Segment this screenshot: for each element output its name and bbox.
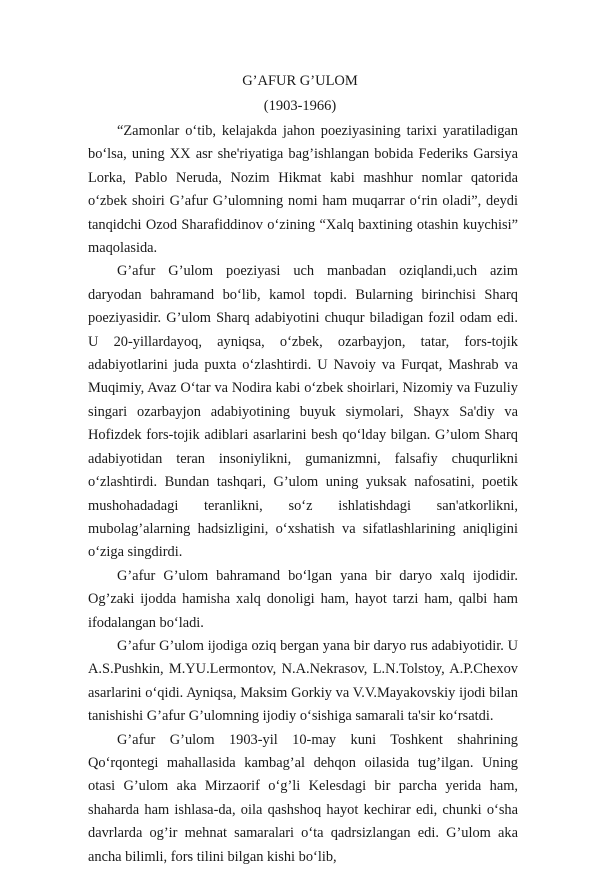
paragraph: G’afur G’ulom 1903-yil 10-may kuni Toshkent shahrining Qo‘rqontegi mahallasida kambag’al dehqon oilasida tug’ilgan. Uning otasi G’ulom aka Mirzaorif o‘g’li Kelesdagi bir parcha yerida ham, shaharda ham ishlasa-da, oila qashshoq hayot kechirar edi, chunki o‘sha davrlarda og’ir mehnat samaralari o‘ta qadrsizlangan edi. G’ulom aka ancha bilimli, fors tilini bilgan kishi bo‘lib, [88,731,518,865]
paragraph: “Zamonlar o‘tib, kelajakda jahon poeziyasining tarixi yaratiladigan bo‘lsa, uning XX asr she'riyatiga bag’ishlangan bobida Federiks Garsiya Lorka, Pablo Neruda, Nozim Hikmat kabi mashhur nomlar qatorida o‘zbek shoiri G’afur G’ulomning nomi ham muqarrar o‘rin oladi”, deydi tanqidchi Ozod Sharafiddinov o‘zining “Xalq baxtining otashin kuychisi” maqolasida. [88,123,518,257]
paragraph: G’afur G’ulom ijodiga oziq bergan yana bir daryo rus adabiyotidir. U A.S.Pushkin, M.YU.Lermontov, N.A.Nekrasov, L.N.Tolstoy, A.P.Chexov asarlarini o‘qidi. Ayniqsa, Maksim Gorkiy va V.V.Mayakovskiy ijodi bilan tanishishi G’afur G’ulomning ijodiy o‘sishiga samarali ta'sir ko‘rsatdi. [88,637,518,725]
paragraph: G’afur G’ulom poeziyasi uch manbadan oziqlandi,uch azim daryodan bahramand bo‘lib, kamol topdi. Bularning birinchisi Sharq poeziyasidir. G’ulom Sharq adabiyotini chuqur biladigan fozil odam edi. U 20-yillardayoq, ayniqsa, o‘zbek, ozarbayjon, tatar, fors-tojik adabiyotlarini juda puxta o‘zlashtirdi. U Navoiy va Furqat, Mashrab va Muqimiy, Avaz O‘tar va Nodira kabi o‘zbek shoirlari, Nizomiy va Fuzuliy singari ozarbayjon adabiyotining buyuk siymolari, Shayx Sa'diy va Hofizdek fors-tojik adiblari asarlarini besh qo‘lday bilgan. G’ulom Sharq adabiyotidan teran insoniylikni, gumanizmni, falsafiy chuqurlikni o‘zlashtirdi. Bundan tashqari, G’ulom uning yuksak nafosatini, poetik mushohadadagi teranlikni, so‘z ishlatishdagi san'atkorlikni, mubolag’alarning hadsizligini, o‘xshatish va sifatlashlarining aniqligini o‘ziga singdirdi. [88,263,518,561]
document-years: (1903-1966) [263,98,337,114]
paragraph: G’afur G’ulom bahramand bo‘lgan yana bir daryo xalq ijodidir. Og’zaki ijodda hamisha xalq donoligi ham, hayot tarzi ham, qalbi ham ifodalangan bo‘ladi. [88,567,518,631]
document-title: G’AFUR G’ULOM [242,73,358,89]
document-body [88,120,518,869]
